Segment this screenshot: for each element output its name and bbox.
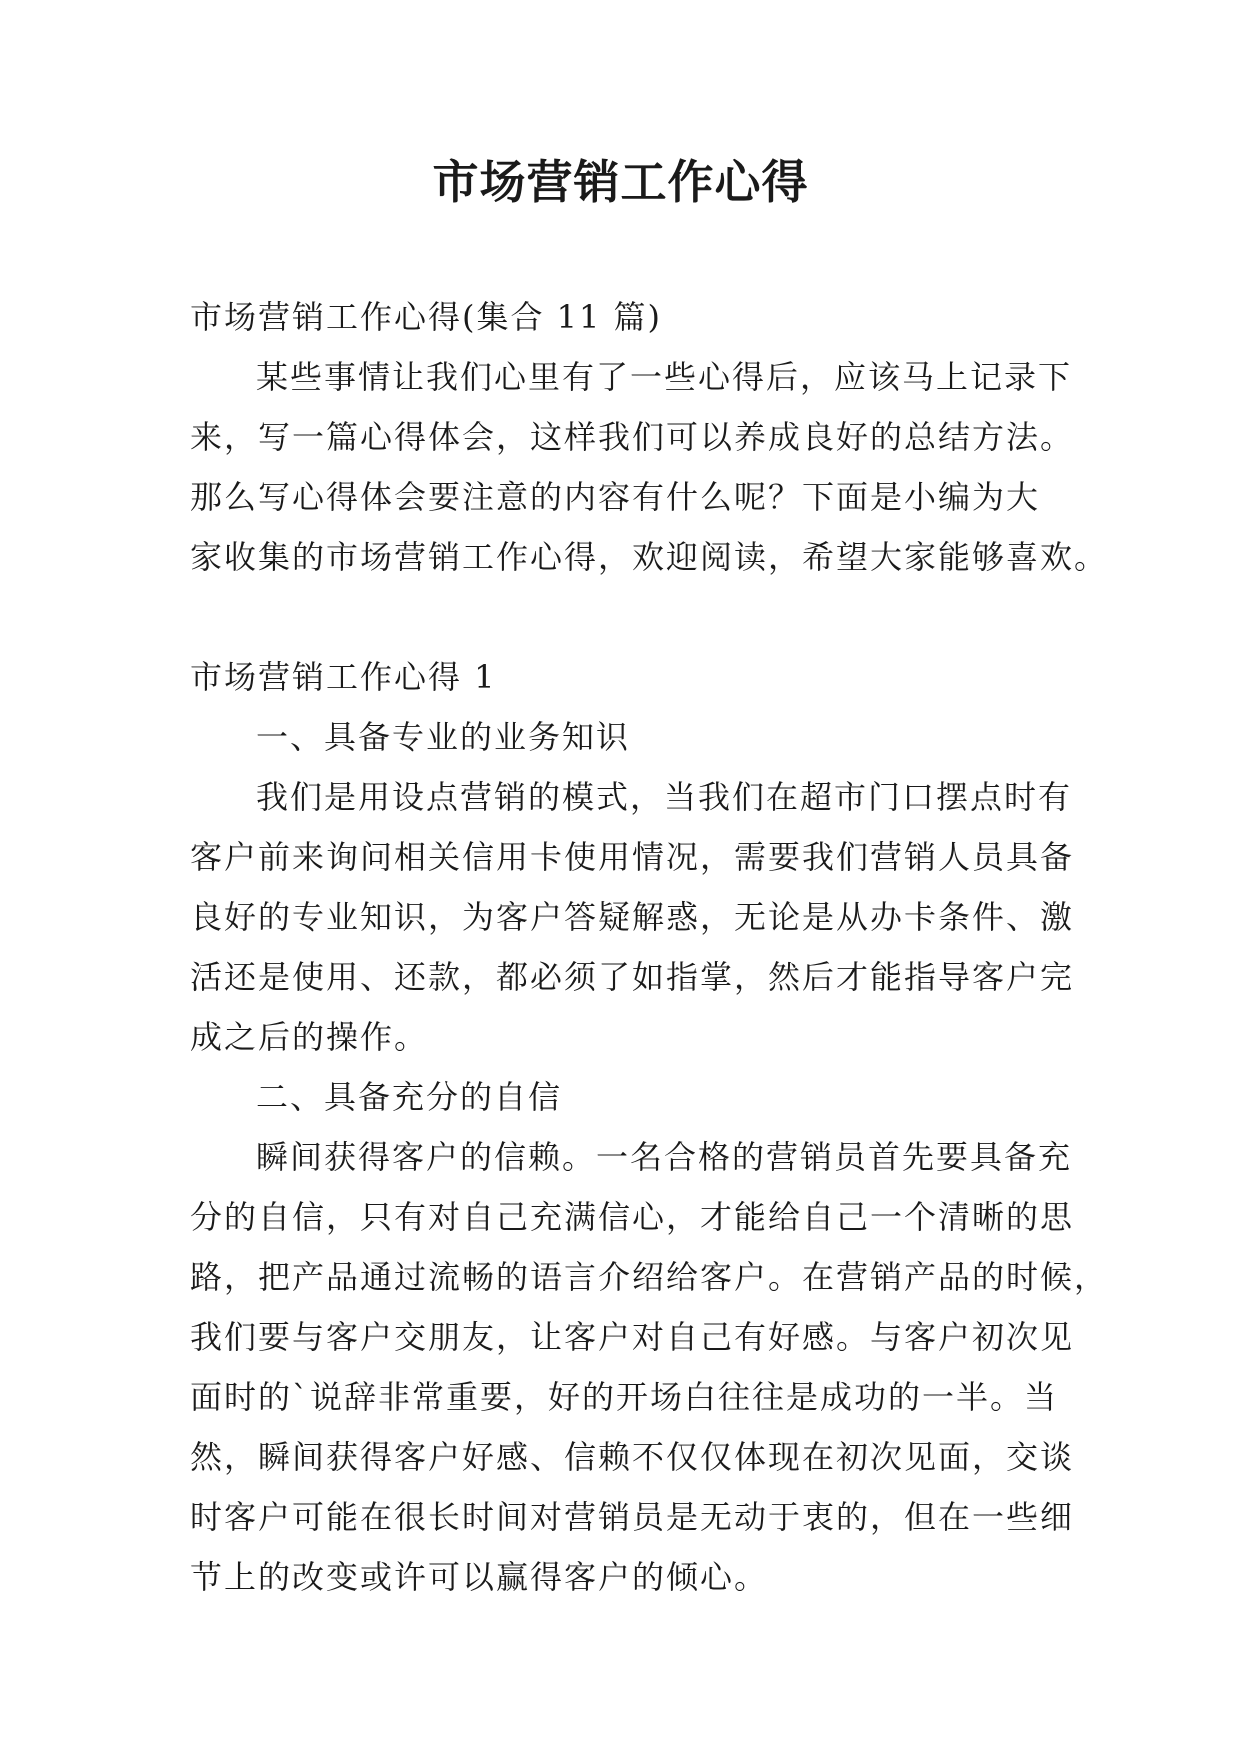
paragraph-line: 然，瞬间获得客户好感、信赖不仅仅体现在初次见面，交谈 [190,1438,1075,1476]
paragraph-line: 活还是使用、还款，都必须了如指掌，然后才能指导客户完 [190,958,1075,996]
paragraph-line: 时客户可能在很长时间对营销员是无动于衷的，但在一些细 [190,1498,1075,1536]
paragraph-line: 分的自信，只有对自己充满信心，才能给自己一个清晰的思 [190,1198,1075,1236]
document-title: 市场营销工作心得 [432,155,809,209]
paragraph-line: 路，把产品通过流畅的语言介绍给客户。在营销产品的时候， [190,1258,1109,1296]
intro-line: 某些事情让我们心里有了一些心得后，应该马上记录下 [256,358,1073,396]
document-body [190,287,1109,1607]
paragraph-spacer [190,587,1070,647]
paragraph-line: 成之后的操作。 [190,1018,429,1056]
intro-line: 那么写心得体会要注意的内容有什么呢？下面是小编为大 [190,478,1041,516]
document-subtitle: 市场营销工作心得(集合 11 篇) [190,298,663,336]
paragraph-line: 瞬间获得客户的信赖。一名合格的营销员首先要具备充 [256,1138,1073,1176]
intro-line: 来，写一篇心得体会，这样我们可以养成良好的总结方法。 [190,418,1075,456]
paragraph-line: 我们要与客户交朋友，让客户对自己有好感。与客户初次见 [190,1318,1075,1356]
point-heading: 一、具备专业的业务知识 [256,718,631,756]
point-heading: 二、具备充分的自信 [256,1078,563,1116]
paragraph-line: 节上的改变或许可以赢得客户的倾心。 [190,1558,769,1596]
section-heading: 市场营销工作心得 1 [190,658,497,696]
intro-line: 家收集的市场营销工作心得，欢迎阅读，希望大家能够喜欢。 [190,538,1109,576]
paragraph-line: 我们是用设点营销的模式，当我们在超市门口摆点时有 [256,778,1073,816]
paragraph-line: 良好的专业知识，为客户答疑解惑，无论是从办卡条件、激 [190,898,1075,936]
paragraph-line: 客户前来询问相关信用卡使用情况，需要我们营销人员具备 [190,838,1075,876]
paragraph-line: 面时的`说辞非常重要，好的开场白往往是成功的一半。当 [190,1378,1059,1416]
